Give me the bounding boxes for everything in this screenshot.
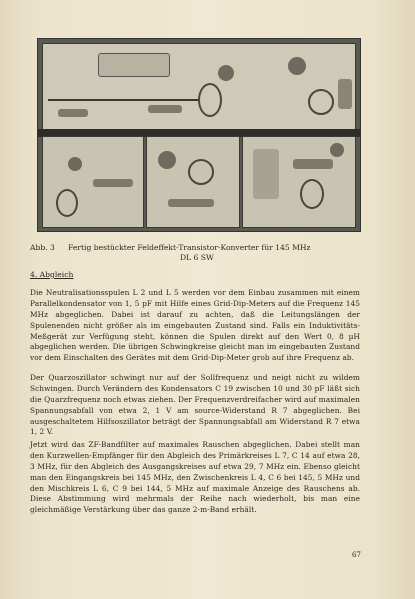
figure-caption	[30, 243, 360, 262]
board-top	[42, 43, 356, 133]
circuit-board-photo	[37, 38, 361, 232]
figure-caption-text: Fertig bestückter Feldeffekt-Transistor-Konverter für 145 MHz	[68, 243, 311, 252]
paragraph-neutralisation: Die Neutralisationsspulen L 2 und L 5 werden vor dem Einbau zusammen mit einem Parallelkondensator von 1, 5 pF mit Hilfe eines Grid-Dip-Meters auf die Frequenz 145 MHz abgeglichen. Dabei ist darauf zu achten, daß die Leitungslängen der Spulenenden nicht größer als im eingebauten Zustand sind. Falls ein Induktivitäts-Meßgerät zur Verfügung steht, können die Spulen direkt auf den Wert 0, 8 µH abgeglichen werden. Die übrigen Schwingkreise gleicht man im eingebauten Zustand vor dem Einschalten des Gerätes mit dem Grid-Dip-Meter grob auf ihre Frequenz ab.	[30, 288, 360, 363]
section-heading: 4. Abgleich	[30, 270, 74, 279]
page-number: 67	[352, 551, 361, 559]
figure-caption-sub: DL 6 SW	[180, 253, 214, 262]
paragraph-quarzoszillator: Der Quarzoszillator schwingt nur auf der Sollfrequenz und neigt nicht zu wildem Schwingen. Durch Verändern des Kondensators C 19 zwischen 10 und 30 pF läßt sich die Quarzfrequenz noch etwas ziehen. Der Frequenzverdreifacher wird auf maximalen Spannungsabfall von etwa 2, 1 V am source-Widerstand R 7 abgeglichen. Bei ausgeschaltetem Hilfsoszillator beträgt der Spannungsabfall am Widerstand R 7 etwa 1, 2 V.	[30, 373, 360, 437]
paragraph-zf-bandfilter: Jetzt wird das ZF-Bandfilter auf maximales Rauschen abgeglichen. Dabei stellt man den Kurzwellen-Empfänger für den Abgleich des Primärkreises L 7, C 14 auf etwa 28, 3 MHz, für den Abgleich des Ausgangskreises auf etwa 29, 7 MHz ein. Ebenso gleicht man den Eingangskreis bei 145 MHz, den Zwischenkreis L 4, C 6 bei 145, 5 MHz und den Mischkreis L 6, C 9 bei 144, 5 MHz auf maximale Anzeige des Rauschens ab. Diese Abstimmung wird mehrmals der Reihe nach wiederholt, bis man eine gleichmäßige Verstärkung über das ganze 2-m-Band erhält.	[30, 440, 360, 515]
figure-label: Abb. 3	[30, 243, 55, 252]
